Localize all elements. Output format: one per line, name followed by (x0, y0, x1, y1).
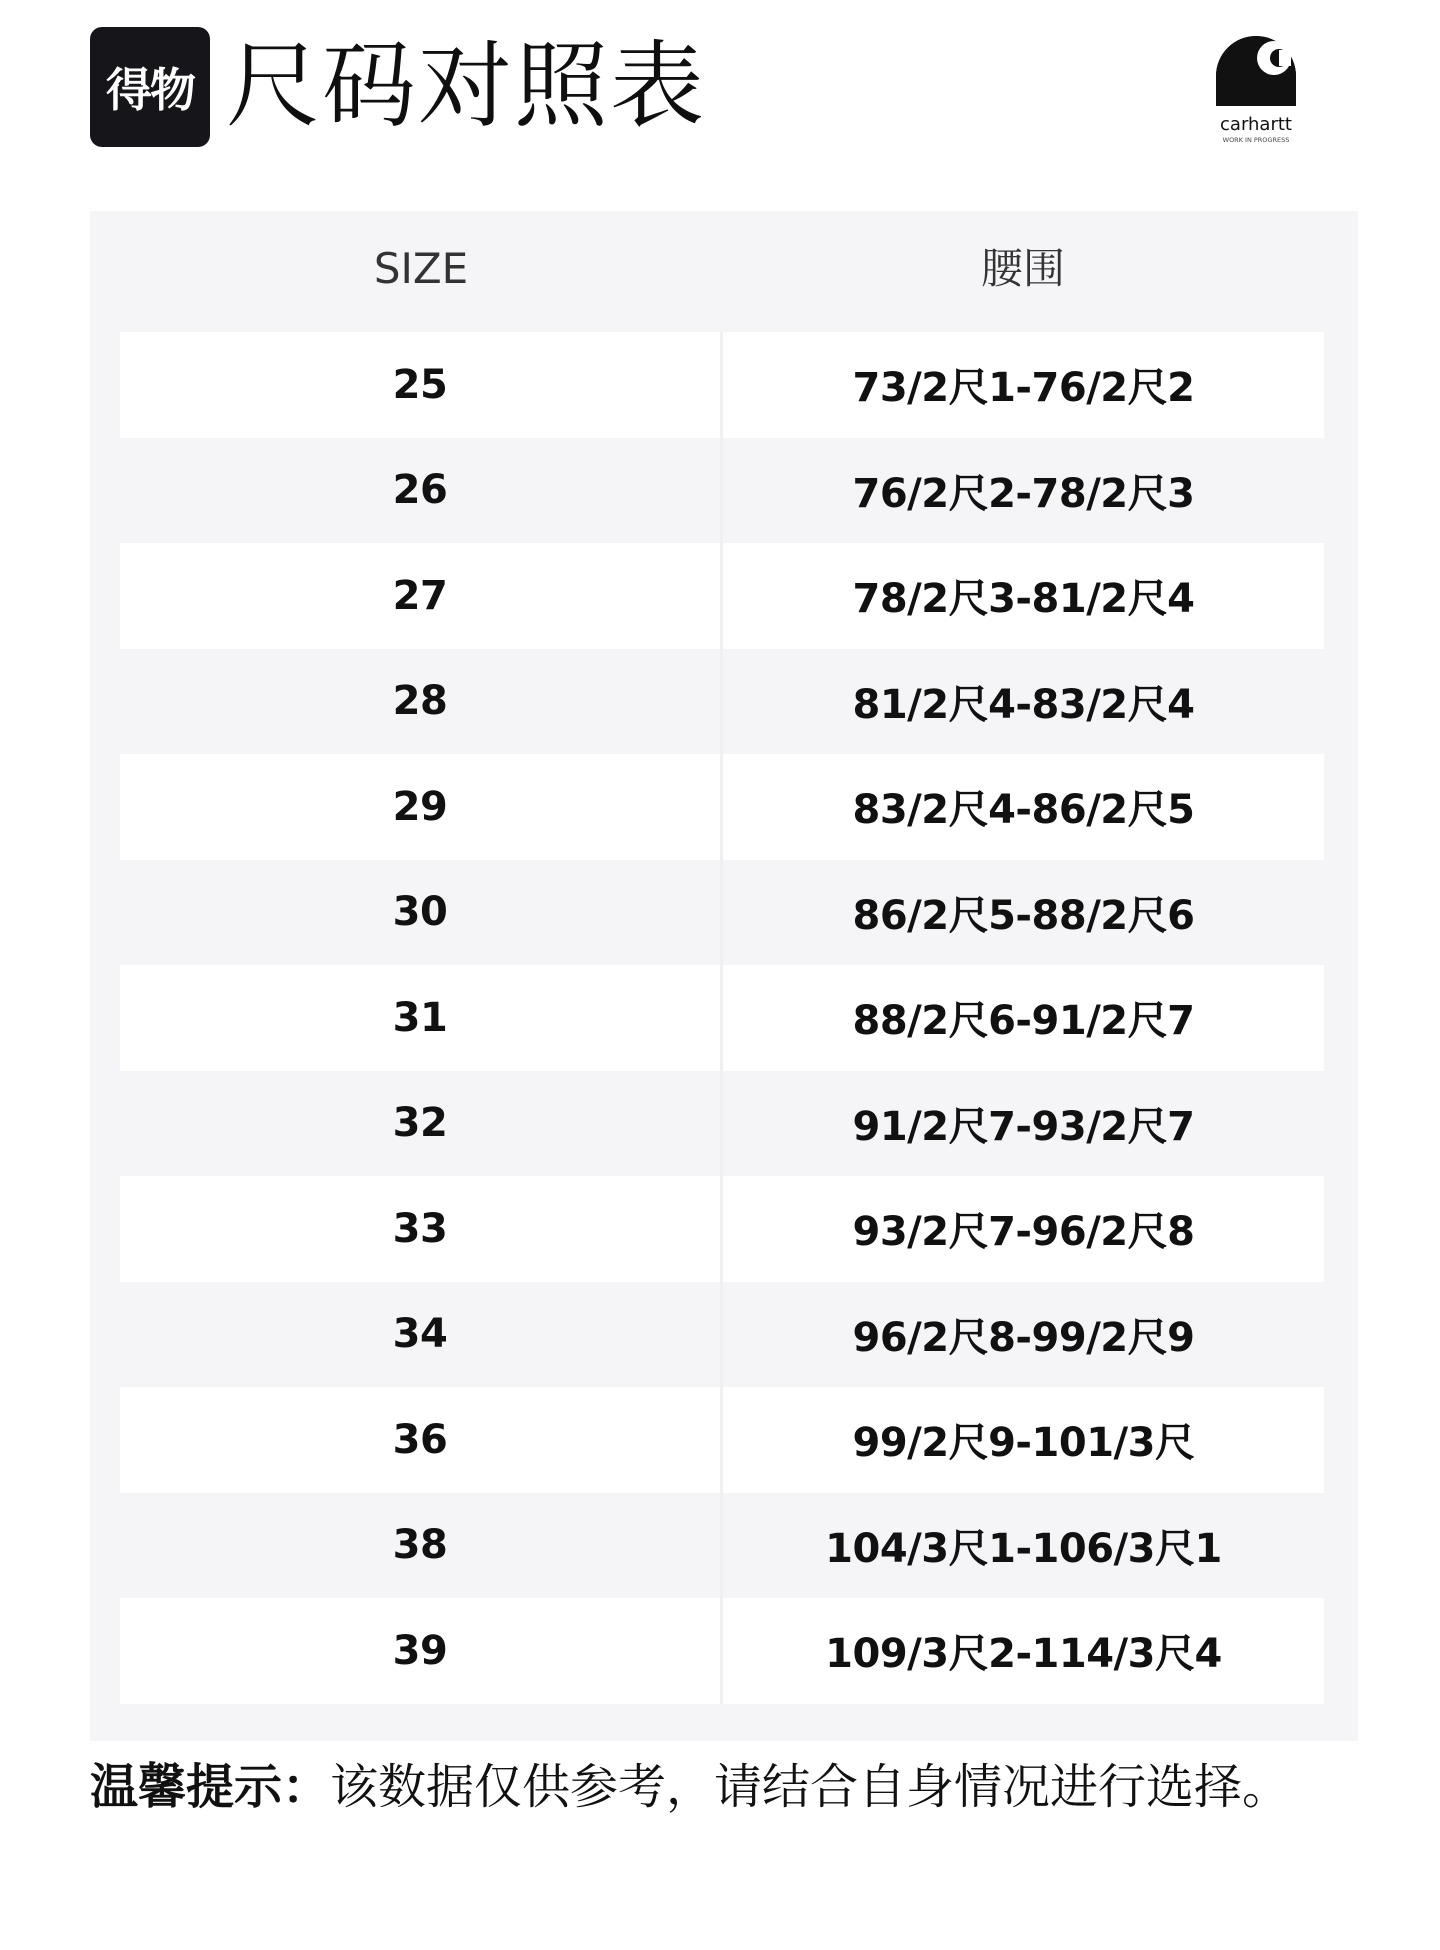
brand-name: carhartt (1220, 114, 1292, 135)
size-cell: 34 (120, 1282, 720, 1388)
waist-cell: 86/2尺5-88/2尺6 (723, 860, 1324, 966)
waist-cell: 99/2尺9-101/3尺 (723, 1387, 1324, 1493)
table-row (120, 860, 1324, 966)
table-row (120, 965, 1324, 1071)
waist-cell: 91/2尺7-93/2尺7 (723, 1071, 1324, 1177)
size-cell: 25 (120, 332, 720, 438)
table-row (120, 1598, 1324, 1704)
page-header (90, 22, 706, 152)
size-cell: 26 (120, 438, 720, 544)
waist-cell: 73/2尺1-76/2尺2 (723, 332, 1324, 438)
table-row (120, 543, 1324, 649)
size-cell: 28 (120, 649, 720, 755)
size-cell: 30 (120, 860, 720, 966)
brand-logo (1196, 24, 1316, 148)
waist-cell: 109/3尺2-114/3尺4 (723, 1598, 1324, 1704)
table-row (120, 1282, 1324, 1388)
table-row (120, 649, 1324, 755)
size-cell: 33 (120, 1176, 720, 1282)
table-row (120, 1387, 1324, 1493)
tip-label: 温馨提示： (90, 1759, 331, 1815)
table-row (120, 1176, 1324, 1282)
carhartt-c-icon (1196, 24, 1316, 148)
waist-cell: 104/3尺1-106/3尺1 (723, 1493, 1324, 1599)
table-row (120, 1071, 1324, 1177)
size-cell: 29 (120, 754, 720, 860)
waist-cell: 78/2尺3-81/2尺4 (723, 543, 1324, 649)
size-cell: 36 (120, 1387, 720, 1493)
table-header (120, 211, 1324, 331)
tip-text: 该数据仅供参考，请结合自身情况进行选择。 (330, 1759, 1291, 1815)
waist-cell: 88/2尺6-91/2尺7 (723, 965, 1324, 1071)
waist-cell: 83/2尺4-86/2尺5 (723, 754, 1324, 860)
size-chart-table (90, 211, 1358, 1741)
size-cell: 31 (120, 965, 720, 1071)
size-cell: 32 (120, 1071, 720, 1177)
size-cell: 38 (120, 1493, 720, 1599)
table-body (120, 332, 1324, 1704)
waist-cell: 96/2尺8-99/2尺9 (723, 1282, 1324, 1388)
size-cell: 39 (120, 1598, 720, 1704)
brand-tagline: WORK IN PROGRESS (1222, 136, 1290, 144)
column-header-waist: 腰围 (980, 244, 1065, 293)
size-cell: 27 (120, 543, 720, 649)
table-row (120, 1493, 1324, 1599)
table-row (120, 754, 1324, 860)
tip-note (90, 1752, 1290, 1822)
table-row (120, 332, 1324, 438)
waist-cell: 93/2尺7-96/2尺8 (723, 1176, 1324, 1282)
page-title: 尺码对照表 (226, 32, 707, 141)
waist-cell: 81/2尺4-83/2尺4 (723, 649, 1324, 755)
app-logo: 得物 (90, 27, 210, 147)
column-header-size: SIZE (373, 244, 469, 293)
table-row (120, 438, 1324, 544)
waist-cell: 76/2尺2-78/2尺3 (723, 438, 1324, 544)
